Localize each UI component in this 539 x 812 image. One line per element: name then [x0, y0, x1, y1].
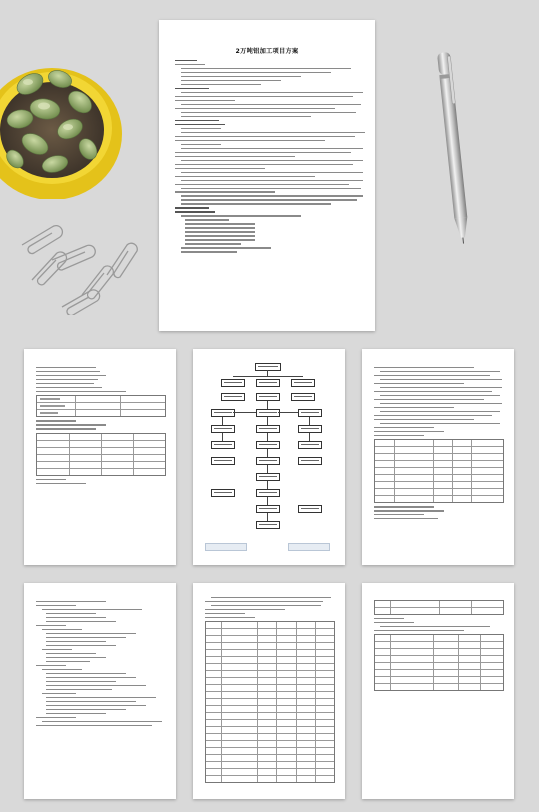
document-page-5[interactable] [24, 583, 176, 799]
silver-pen-icon [436, 48, 472, 248]
document-page-6[interactable] [193, 583, 345, 799]
document-page-main[interactable] [159, 20, 375, 331]
paper-clip-icon [12, 215, 142, 315]
investment-table [374, 634, 504, 691]
document-page-7[interactable] [362, 583, 514, 799]
document-page-flowchart[interactable] [193, 349, 345, 565]
document-page-2[interactable] [24, 349, 176, 565]
summary-table [374, 600, 504, 615]
document-page-4[interactable] [362, 349, 514, 565]
page-body-text [175, 60, 361, 255]
cost-table [205, 621, 335, 783]
potted-succulent-icon [0, 24, 125, 199]
materials-table [374, 439, 504, 503]
page-title: 2万吨铝加工项目方案 [235, 48, 299, 55]
capacity-table [36, 433, 166, 476]
equipment-table [36, 395, 166, 417]
